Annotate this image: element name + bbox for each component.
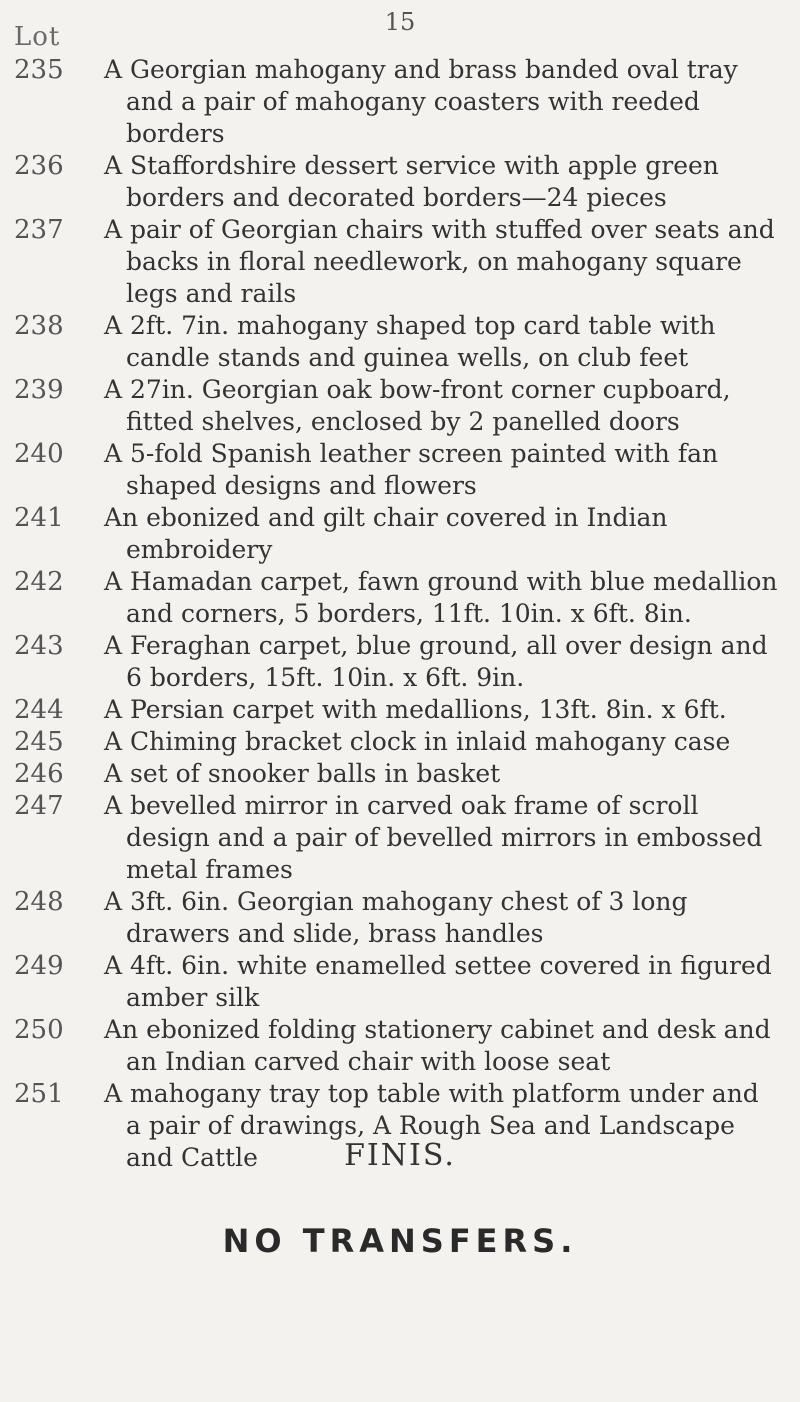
lot-description	[90, 502, 780, 566]
lot-entry	[0, 630, 800, 694]
lot-number: 251	[14, 1079, 64, 1109]
lot-description-text: A Chiming bracket clock in inlaid mahogany case	[104, 727, 731, 756]
lot-description-text: A mahogany tray top table with platform under and a pair of drawings, A Rough Sea and Landscape and Cattle	[104, 1079, 759, 1172]
lot-description	[90, 374, 780, 438]
lot-description	[90, 758, 780, 790]
lot-description	[90, 726, 780, 758]
lot-number: 238	[14, 311, 64, 341]
lot-description	[90, 950, 780, 1014]
lot-number: 249	[14, 951, 64, 981]
finis-heading: FINIS.	[344, 1138, 456, 1173]
lot-entry	[0, 790, 800, 886]
lot-description	[90, 566, 780, 630]
lot-entry	[0, 54, 800, 150]
lot-column-heading: Lot	[14, 22, 61, 52]
lot-description	[90, 54, 780, 150]
lot-number: 243	[14, 631, 64, 661]
lot-description	[90, 694, 780, 726]
page-number: 15	[384, 8, 416, 36]
lot-description-text: A 4ft. 6in. white enamelled settee covered in figured amber silk	[104, 951, 772, 1012]
lot-description-text: An ebonized and gilt chair covered in Indian embroidery	[104, 503, 668, 564]
lot-description-text: A Persian carpet with medallions, 13ft. 8in. x 6ft.	[104, 695, 727, 724]
lot-number: 237	[14, 215, 64, 245]
lot-number: 239	[14, 375, 64, 405]
lot-entry	[0, 438, 800, 502]
lot-list	[0, 54, 800, 1174]
lot-description	[90, 150, 780, 214]
lot-number: 242	[14, 567, 64, 597]
lot-description	[90, 438, 780, 502]
lot-number: 236	[14, 151, 64, 181]
lot-number: 244	[14, 695, 64, 725]
lot-description	[90, 630, 780, 694]
lot-description-text: A Staffordshire dessert service with apple green borders and decorated borders—24 pieces	[104, 151, 719, 212]
lot-description-text: A 27in. Georgian oak bow-front corner cupboard, fitted shelves, enclosed by 2 panelled doors	[104, 375, 731, 436]
lot-number: 241	[14, 503, 64, 533]
lot-description	[90, 214, 780, 310]
lot-description-text: A 2ft. 7in. mahogany shaped top card table with candle stands and guinea wells, on club feet	[104, 311, 716, 372]
lot-description-text: A pair of Georgian chairs with stuffed over seats and backs in floral needlework, on mahogany square legs and rails	[104, 215, 775, 308]
lot-entry	[0, 694, 800, 726]
lot-number: 247	[14, 791, 64, 821]
lot-number: 250	[14, 1015, 64, 1045]
lot-description	[90, 1014, 780, 1078]
lot-number: 235	[14, 55, 64, 85]
lot-number: 240	[14, 439, 64, 469]
lot-description-text: An ebonized folding stationery cabinet and desk and an Indian carved chair with loose seat	[104, 1015, 771, 1076]
lot-entry	[0, 726, 800, 758]
lot-description-text: A Feraghan carpet, blue ground, all over design and 6 borders, 15ft. 10in. x 6ft. 9in.	[104, 631, 768, 692]
lot-entry	[0, 566, 800, 630]
lot-entry	[0, 214, 800, 310]
lot-number: 248	[14, 887, 64, 917]
lot-description	[90, 790, 780, 886]
lot-entry	[0, 150, 800, 214]
lot-entry	[0, 310, 800, 374]
no-transfers-notice: NO TRANSFERS.	[222, 1222, 578, 1260]
lot-entry	[0, 886, 800, 950]
lot-number: 246	[14, 759, 64, 789]
lot-number: 245	[14, 727, 64, 757]
lot-description-text: A Georgian mahogany and brass banded oval tray and a pair of mahogany coasters with reeded borders	[104, 55, 738, 148]
lot-description-text: A bevelled mirror in carved oak frame of scroll design and a pair of bevelled mirrors in embossed metal frames	[104, 791, 763, 884]
lot-entry	[0, 758, 800, 790]
lot-entry	[0, 374, 800, 438]
lot-entry	[0, 502, 800, 566]
lot-entry	[0, 1014, 800, 1078]
lot-description-text: A Hamadan carpet, fawn ground with blue medallion and corners, 5 borders, 11ft. 10in. x 6ft. 8in.	[104, 567, 778, 628]
lot-description-text: A 5-fold Spanish leather screen painted with fan shaped designs and flowers	[104, 439, 719, 500]
lot-description	[90, 310, 780, 374]
lot-description-text: A 3ft. 6in. Georgian mahogany chest of 3 long drawers and slide, brass handles	[104, 887, 688, 948]
lot-description-text: A set of snooker balls in basket	[104, 759, 501, 788]
lot-entry	[0, 950, 800, 1014]
lot-description	[90, 886, 780, 950]
